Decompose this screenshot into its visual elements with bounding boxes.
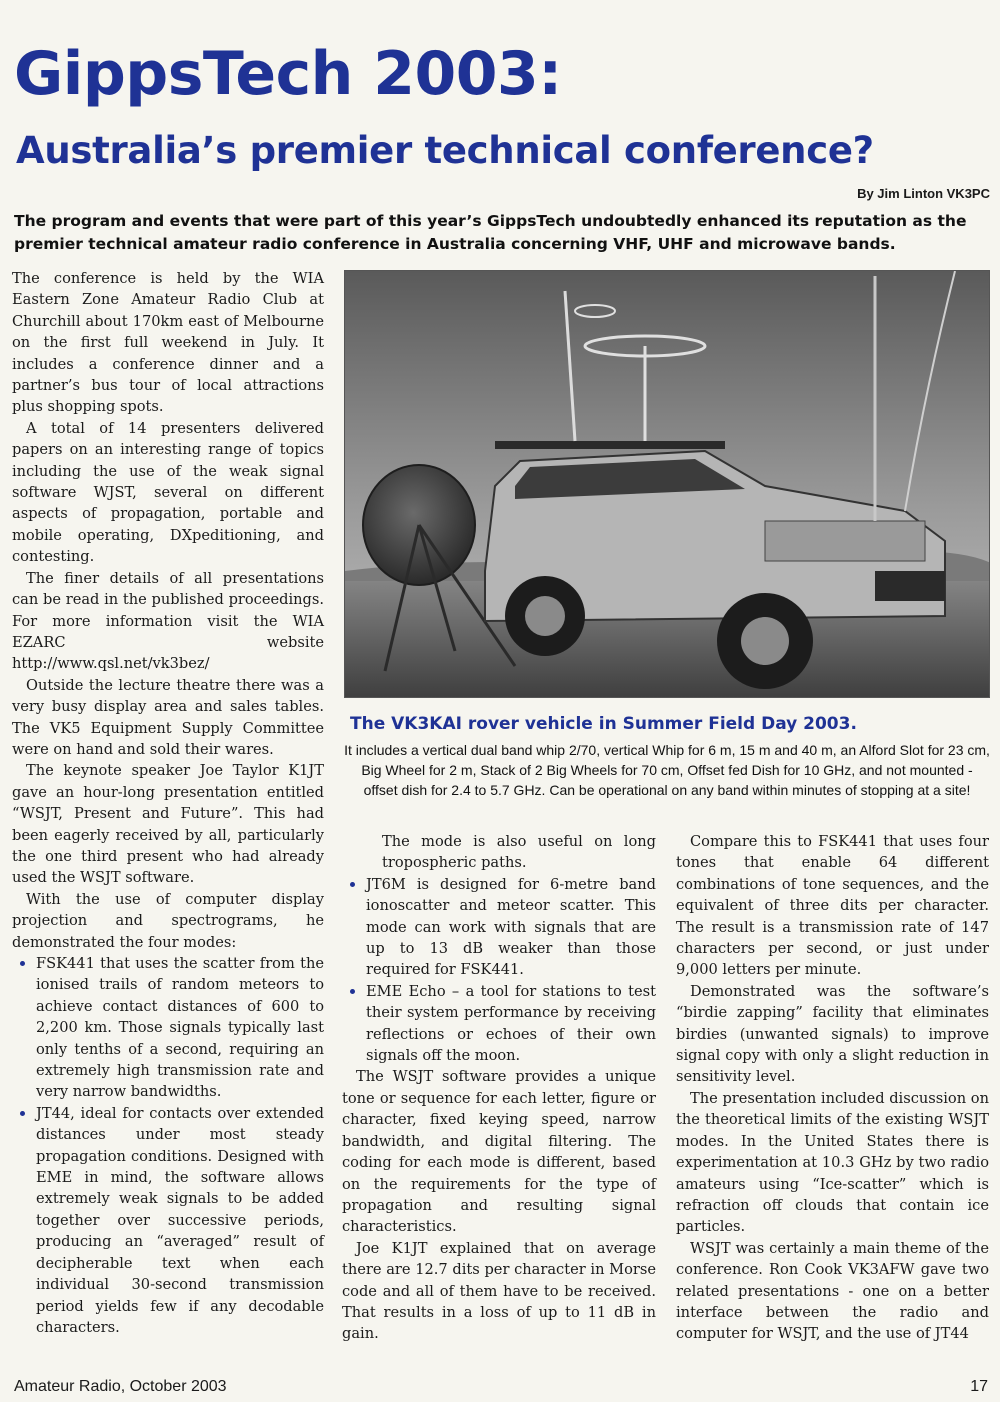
paragraph: The WSJT software provides a unique tone or sequence for each letter, figure or character, fixed keying speed, narrow bandwidth, and digital filtering. The coding for each mode is different, based on the requirements for the type of propagation and resulting signal characteristics. <box>342 1068 656 1236</box>
article-subtitle: Australia’s premier technical conference? <box>16 129 874 172</box>
rover-vehicle-photo-illustration <box>345 271 990 698</box>
column-2 <box>342 831 656 1345</box>
paragraph: The presentation included discussion on the theoretical limits of the existing WSJT modes. In the United States there is experimentation at 10.3 GHz by two radio amateurs using “Ice-scatter” which is refraction off clouds that contain ice particles. <box>676 1089 989 1236</box>
modes-list-continued <box>342 874 656 1067</box>
footer-publication: Amateur Radio, October 2003 <box>14 1378 227 1395</box>
photo-caption-body: It includes a vertical dual band whip 2/70, vertical Whip for 6 m, 15 m and 40 m, an Alford Slot for 23 cm, Big Wheel for 2 m, Stack of 2 Big Wheels for 70 cm, Offset fed Dish for 10 GHz, and not mounted - offset dish for 2.4 to 5.7 GHz. Can be operational on any band within minutes of stopping at a site! <box>344 742 990 798</box>
modes-list <box>12 953 324 1338</box>
paragraph: With the use of computer display projection and spectrograms, he demonstrated the four modes: <box>12 890 324 951</box>
paragraph: Demonstrated was the software’s “birdie zapping” facility that eliminates birdies (unwanted signals) to improve signal copy with only a slight reduction in sensitivity level. <box>676 982 989 1086</box>
paragraph: Joe K1JT explained that on average there are 12.7 dits per character in Morse code and all of them have to be received. That results in a loss of up to 11 dB in gain. <box>342 1239 656 1343</box>
paragraph: Outside the lecture theatre there was a very busy display area and sales tables. The VK5 Equipment Supply Committee were on hand and sold their wares. <box>12 676 324 758</box>
list-item: • EME Echo – a tool for stations to test their system performance by receiving reflections or echoes of their own signals off the moon. <box>366 981 656 1067</box>
paragraph: Compare this to FSK441 that uses four tones that enable 64 different combinations of tone sequences, and the equivalent of three dits per character. The result is a transmission rate of 147 characters per second, or just under 9,000 letters per minute. <box>676 833 989 979</box>
paragraph: The mode is also useful on long tropospheric paths. <box>382 833 656 872</box>
column-1 <box>12 268 324 1338</box>
paragraph: A total of 14 presenters delivered papers on an interesting range of topics including the use of the weak signal software WJST, several on different aspects of propagation, portable and mobile operating, DXpeditioning, and contesting. <box>12 419 324 566</box>
byline: By Jim Linton VK3PC <box>857 186 990 201</box>
paragraph: WSJT was certainly a main theme of the conference. Ron Cook VK3AFW gave two related presentations - one on a better interface between the radio and computer for WSJT, and the use of JT44 <box>676 1239 989 1343</box>
article-title: GippsTech 2003: <box>14 39 562 109</box>
page-number: 17 <box>970 1378 988 1395</box>
lead-paragraph: The program and events that were part of this year’s GippsTech undoubtedly enhanced its reputation as the premier technical amateur radio conference in Australia concerning VHF, UHF and microwave bands. <box>14 212 967 253</box>
list-item: • FSK441 that uses the scatter from the ionised trails of random meteors to achieve contact distances of 600 to 2,200 km. Those signals typically last only tenths of a second, requiring an extremely high transmission rate and very narrow bandwidths. <box>36 953 324 1103</box>
paragraph: The conference is held by the WIA Eastern Zone Amateur Radio Club at Churchill about 170km east of Melbourne on the first full weekend in July. It includes a conference dinner and a partner’s bus tour of local attractions plus shopping spots. <box>12 270 324 416</box>
column-3 <box>676 831 989 1345</box>
list-item: • JT6M is designed for 6-metre band ionoscatter and meteor scatter. This mode can work with signals that are up to 13 dB weaker than those required for FSK441. <box>366 874 656 981</box>
photo-caption-title: The VK3KAI rover vehicle in Summer Field Day 2003. <box>350 714 857 734</box>
paragraph: The keynote speaker Joe Taylor K1JT gave an hour-long presentation entitled “WSJT, Present and Future”. This had been eagerly received by all, particularly the one third present who had already used the WSJT software. <box>12 762 324 887</box>
list-item: • JT44, ideal for contacts over extended distances under most steady propagation conditions. Designed with EME in mind, the software allows extremely weak signals to be added together over successive periods, producing an “averaged” result of decipherable text when each individual 30-second transmission period yields few if any decodable characters. <box>36 1103 324 1338</box>
paragraph: The finer details of all presentations can be read in the published proceedings. For more information visit the WIA EZARC website http://www.qsl.net/vk3bez/ <box>12 569 324 673</box>
rover-vehicle-photo <box>344 270 990 698</box>
